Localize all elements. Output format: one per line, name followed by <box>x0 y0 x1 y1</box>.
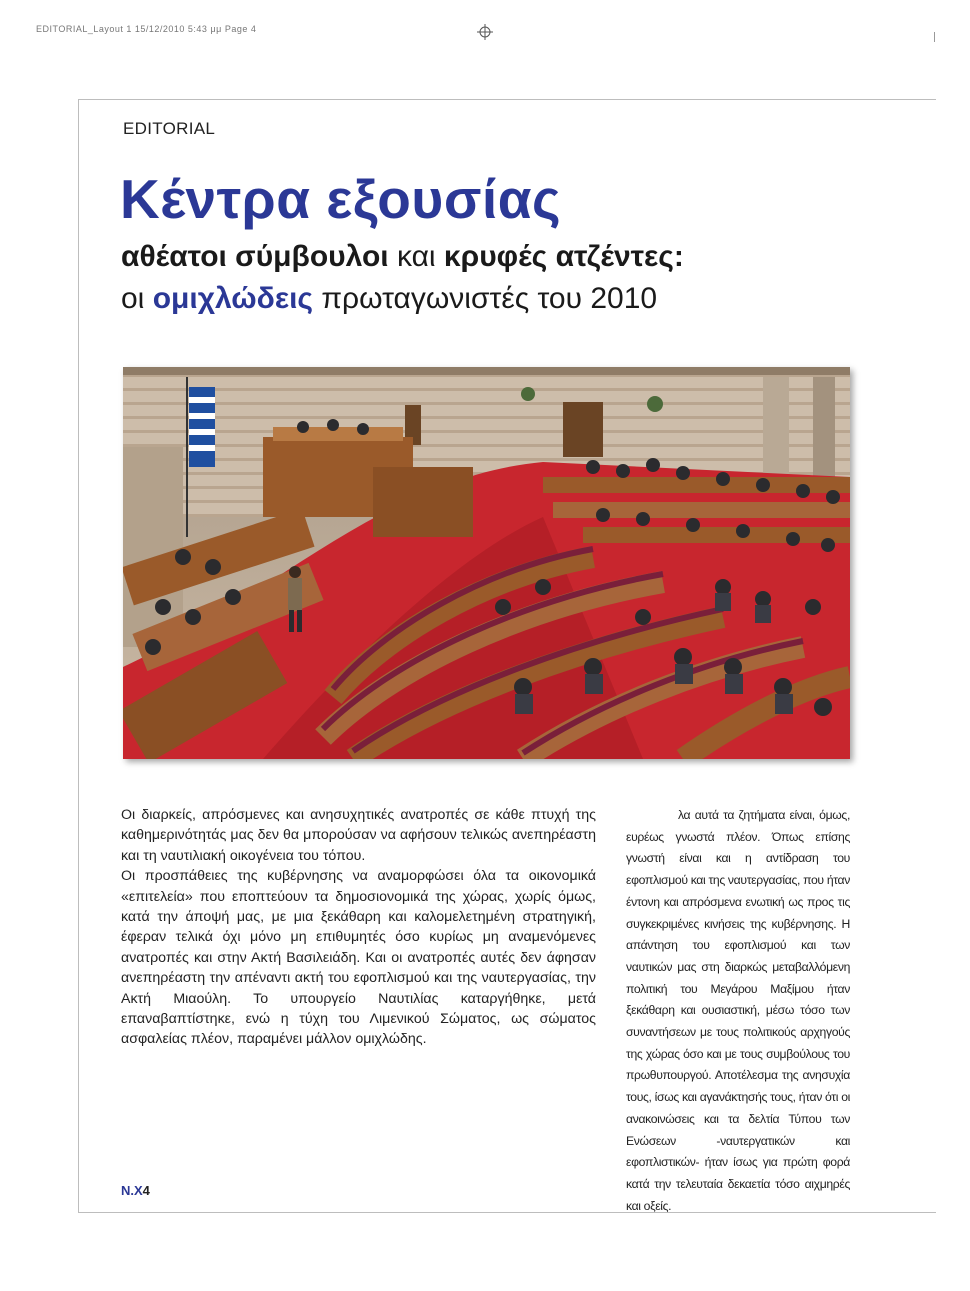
page-folio <box>121 1183 150 1198</box>
parliament-chamber-illustration <box>123 367 850 759</box>
headline: Κέντρα εξουσίας <box>120 168 562 230</box>
subheadline-line-2 <box>121 284 657 314</box>
subheadline-regular-a: οι <box>121 282 153 315</box>
body-paragraph: Οι προσπάθειες της κυβέρνησης να αναμορφώσει όλα τα οικονομικά «επιτελεία» που εποπτεύουν τα δημοσιονομικά της χώρας, χωρίς όμως, κατά την άποψή μας, με μια ξεκάθαρη και καλομελετημένη στρατηγική, έφεραν τελικά όχι μόνο μη επιθυμητές όσο κυρίως μη αναμενόμενες ανατροπές και στην Ακτή Βασιλειάδη. Και οι ανατροπές αυτές δεν άφησαν ανεπηρέαστη την απέναντι ακτή του εφοπλισμού και της ναυτεργασίας, την Ακτή Μιαούλη. Το υπουργείο Ναυτιλίας καταργήθηκε, μετά επαναβαπτίστηκε, ενώ η τύχη του Λιμενικού Σώματος, ως σώματος ασφαλείας πλέον, παραμένει μάλλον ομιχλώδης. <box>121 868 596 1048</box>
subheadline-highlight: ομιχλώδεις <box>152 282 313 315</box>
subheadline-bold-a: αθέατοι σύμβουλοι <box>121 240 389 273</box>
body-column-left <box>121 805 596 1050</box>
parliament-photo <box>123 367 850 759</box>
subheadline-regular: και <box>388 240 444 273</box>
body-column-right <box>626 805 850 1217</box>
folio-page-number: 4 <box>142 1183 150 1198</box>
section-label: EDITORIAL <box>123 119 216 138</box>
subheadline-line-1 <box>121 242 684 272</box>
body-paragraph: λα αυτά τα ζητήματα είναι, όμως, ευρέως γνωστά πλέον. Όπως επίσης γνωστή είναι και η αντίδραση του εφοπλισμού και της ναυτεργασίας, που ήταν έντονη και απρόσμενα ενωτική ως προς τις συγκεκριμένες κινήσεις της κυβέρνησης. Η απάντηση του εφοπλισμού και των ναυτικών μας στη διαρκώς μεταβαλλόμενη πολιτική του Μεγάρου Μαξίμου ήταν ξεκάθαρη και ουσιαστική, μέσω τόσο των συναντήσεων με τους πολιτικούς αρχηγούς της χώρας όσο και με τους συμβούλους του πρωθυπουργού. Αποτέλεσμα της ανησυχία τους, ίσως και αγανάκτησής τους, ήταν ότι οι ανακοινώσεις και τα δελτία Τύπου των Ενώσεων -ναυτεργατικών και εφοπλιστικών- ήταν ίσως για πρώτη φορά κατά την τελευταία δεκαετία τόσο αιχμηρές και οξείς. <box>626 808 850 1213</box>
subheadline-bold-b: κρυφές ατζέντες: <box>443 240 684 273</box>
print-slug-line: EDITORIAL_Layout 1 15/12/2010 5:43 μμ Page 4 <box>36 24 257 34</box>
registration-mark-icon <box>477 24 493 40</box>
crop-mark <box>934 32 935 42</box>
body-paragraph: Οι διαρκείς, απρόσμενες και ανησυχητικές ανατροπές σε κάθε πτυχή της καθημερινότητάς μας δεν θα μπορούσαν να αφήσουν τελικώς ανεπηρέαστη και τη ναυτιλιακή οικογένεια του τόπου. <box>121 807 596 864</box>
folio-brand: N.X <box>121 1183 143 1198</box>
subheadline-regular-b: πρωταγωνιστές του 2010 <box>313 282 658 315</box>
